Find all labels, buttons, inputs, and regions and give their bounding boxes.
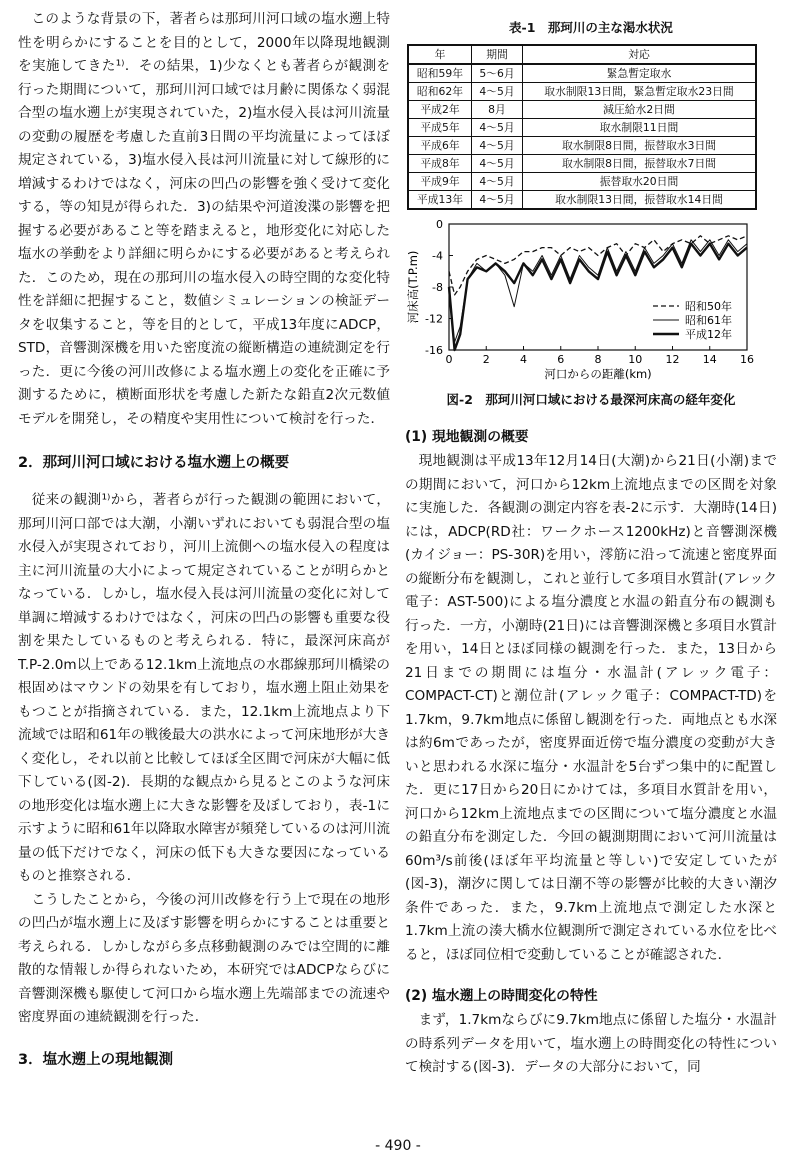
table-cell-period: 5～6月 [472, 64, 523, 83]
table-row [408, 191, 756, 210]
intro-paragraph: このような背景の下，著者らは那珂川河口域の塩水遡上特性を明らかにすることを目的として，2000年以降現地観測を実施してきた¹⁾．その結果，1)少なくとも著者らが観測を行った期間について，那珂川河口域では月齢に関係なく弱混合型の塩水遡上が実現されていた，2)塩水侵入長は河川流量の変動の履歴を考慮した直前3日間の平均流量によってほぼ規定されている，3)塩水侵入長は河川流量に対して線形的に増減するわけではなく，河床の凹凸の影響を強く受けて変化する，等の知見が得られた．3)の結果や河道浚渫の影響を把握する必要があること等を踏まえると，地形変化に対応した塩水の挙動をより詳細に明らかにする必要があると考えられた．このため，現在の那珂川の塩水侵入の時空間的な変化特性を詳細に把握すること，数値シミュレーションの検証データを収集すること，等を目的として，平成13年度にADCP，STD，音響測深機を用いた密度流の縦断構造の連続測定を行った．更に今後の河川改修による塩水遡上の変化を正確に予測するために，横断面形状を考慮した新たな鉛直2次元数値モデルを開発し，その精度や実用性について検討を行った． [18, 11, 390, 427]
table-1-caption: 表-1 那珂川の主な渇水状況 [509, 20, 673, 35]
drought-table [407, 44, 757, 210]
x-tick-label: 8 [594, 353, 602, 366]
x-tick-label: 2 [482, 353, 490, 366]
table-cell-year: 平成8年 [408, 155, 472, 173]
legend-label: 平成12年 [685, 328, 732, 341]
table-cell-response: 取水制限8日間，振替取水3日間 [523, 137, 757, 155]
table-cell-response: 取水制限13日間，緊急暫定取水23日間 [523, 83, 757, 101]
table-cell-period: 4～5月 [472, 83, 523, 101]
table-row [408, 119, 756, 137]
table-row [408, 101, 756, 119]
section-2-paragraph-2: こうしたことから，今後の河川改修を行う上で現在の地形の凹凸が塩水遡上に及ぼす影響を明らかにすることは重要と考えられる．しかしながら多点移動観測のみでは空間的に離散的な情報しか得られないため，本研究ではADCPならびに音響測深機も駆使して河口から塩水遡上先端部までの流速や密度界面の連続観測を行った． [18, 891, 390, 1025]
x-tick-label: 0 [445, 353, 453, 366]
table-cell-year: 平成2年 [408, 101, 472, 119]
right-column [405, 8, 777, 1080]
subsection-2-heading: (2) 塩水遡上の時間変化の特性 [405, 988, 598, 1004]
table-row [408, 173, 756, 191]
x-tick-label: 12 [665, 353, 680, 366]
table-header-row [408, 45, 756, 64]
subsection-2-paragraph: まず，1.7kmならびに9.7km地点に係留した塩分・水温計の時系列データを用いて，塩水遡上の時間変化の特性について検討する(図-3)．データの大部分において，同 [405, 1012, 777, 1075]
x-tick-label: 14 [702, 353, 717, 366]
table-cell-response: 取水制限11日間 [523, 119, 757, 137]
table-cell-period: 4～5月 [472, 155, 523, 173]
y-axis-label: 河床高(T.P.m) [406, 250, 420, 324]
table-cell-response: 緊急暫定取水 [523, 64, 757, 83]
left-column [18, 8, 390, 1086]
table-body [408, 64, 756, 209]
legend-label: 昭和50年 [685, 300, 732, 313]
table-cell-period: 4～5月 [472, 119, 523, 137]
x-tick-label: 4 [520, 353, 527, 366]
section-3-heading: 3．塩水遡上の現地観測 [18, 1051, 174, 1068]
table-cell-response: 取水制限13日間，振替取水14日間 [523, 191, 757, 210]
table-row [408, 83, 756, 101]
table-cell-year: 平成13年 [408, 191, 472, 210]
y-tick-label: 0 [436, 218, 443, 231]
table-row [408, 155, 756, 173]
table-row [408, 137, 756, 155]
table-cell-period: 8月 [472, 101, 523, 119]
table-cell-year: 平成5年 [408, 119, 472, 137]
table-header-response: 対応 [523, 45, 757, 64]
section-2-heading: 2．那珂川河口域における塩水遡上の概要 [18, 455, 290, 471]
figure-2-caption: 図-2 那珂川河口域における最深河床高の経年変化 [446, 392, 736, 407]
chart-svg [405, 218, 777, 380]
y-tick-label: -16 [425, 344, 443, 357]
table-cell-period: 4～5月 [472, 173, 523, 191]
section-2-paragraph-1: 従来の観測¹⁾から，著者らが行った観測の範囲において，那珂川河口部では大潮，小潮いずれにおいても弱混合型の塩水侵入が実現されており，河川上流側への塩水侵入の程度は主に河川流量の大小によって規定されていることが明らかとなっている．しかし，塩水侵入長は河川流量の変化に対して単調に増減するわけではなく，河床の凹凸の影響も重要な役割を果たしているものと考えられる．特に，最深河床高がT.P-2.0m以上である12.1km上流地点の水郡線那珂川橋梁の根固めはマウンドの効果を有しており，塩水遡上阻止効果をもつことが指摘されている．また，12.1km上流地点より下流域では昭和61年の戦後最大の洪水によって河床地形が大きく変化し，それ以前と比較してほぼ全区間で河床が大幅に低下している(図-2)．長期的な観点から見るとこのような河床の地形変化は塩水遡上に大きな影響を及ぼしており，表-1に示すように昭和61年以降取水障害が頻発しているのは河川流量の低下だけでなく，河床の低下も大きな要因になっているものと推察される． [18, 492, 390, 884]
y-tick-label: -8 [432, 281, 443, 294]
legend-label: 昭和61年 [685, 314, 732, 327]
subsection-1-heading: (1) 現地観測の概要 [405, 429, 529, 445]
y-tick-label: -12 [425, 312, 443, 326]
table-cell-period: 4～5月 [472, 191, 523, 210]
x-tick-label: 10 [628, 353, 643, 366]
figure-2-chart [405, 218, 777, 380]
table-cell-response: 減圧給水2日間 [523, 101, 757, 119]
x-tick-label: 6 [557, 353, 565, 366]
table-header-year: 年 [408, 45, 472, 64]
x-axis-label: 河口からの距離(km) [544, 367, 652, 380]
table-cell-year: 昭和62年 [408, 83, 472, 101]
subsection-1-paragraph: 現地観測は平成13年12月14日(大潮)から21日(小潮)までの期間において，河口から12km上流地点までの区間を対象に実施した．各観測の測定内容を表-2に示す．大潮時(14日)には，ADCP(RD社：ワークホース1200kHz)と音響測深機(カイジョー：PS-30R)を用い，澪筋に沿って流速と密度界面の縦断分布を観測し，これと並行して多項目水質計(アレック電子：AST-500)による塩分濃度と水温の鉛直分布の観測も行った．一方，小潮時(21日)には音響測深機と多項目水質計を用い，14日とほぼ同様の観測を行った．また，13日から21日までの期間には塩分・水温計(アレック電子：COMPACT-CT)と潮位計(アレック電子：COMPACT-TD)を1.7km，9.7km地点に係留し観測を行った．両地点とも水深は約6mであったが，密度界面近傍で塩分濃度の変動が大きいと思われる水深に塩分・水温計を5台ずつ集中的に配置した．更に17日から20日にかけては，多項目水質計を用い，河口から12km上流地点までの区間について塩分濃度と水温の鉛直分布を測定した．今回の観測期間において河川流量は60m³/s前後(ほぼ年平均流量と等しい)で安定していたが(図-3)，潮汐に関しては日潮不等の影響が比較的大きい潮汐条件であった．また，9.7km上流地点で測定した水深と1.7km上流の湊大橋水位観測所で測定されている水位を比べると，ほぼ同位相で変動していることが確認された． [405, 453, 777, 963]
table-header-period: 期間 [472, 45, 523, 64]
x-tick-label: 16 [740, 353, 754, 366]
table-cell-response: 振替取水20日間 [523, 173, 757, 191]
table-cell-year: 平成9年 [408, 173, 472, 191]
y-tick-label: -4 [432, 249, 443, 263]
table-cell-year: 平成6年 [408, 137, 472, 155]
page-number: - 490 - [375, 1138, 421, 1154]
table-cell-response: 取水制限8日間，振替取水7日間 [523, 155, 757, 173]
table-cell-period: 4～5月 [472, 137, 523, 155]
table-row [408, 64, 756, 83]
table-cell-year: 昭和59年 [408, 64, 472, 83]
